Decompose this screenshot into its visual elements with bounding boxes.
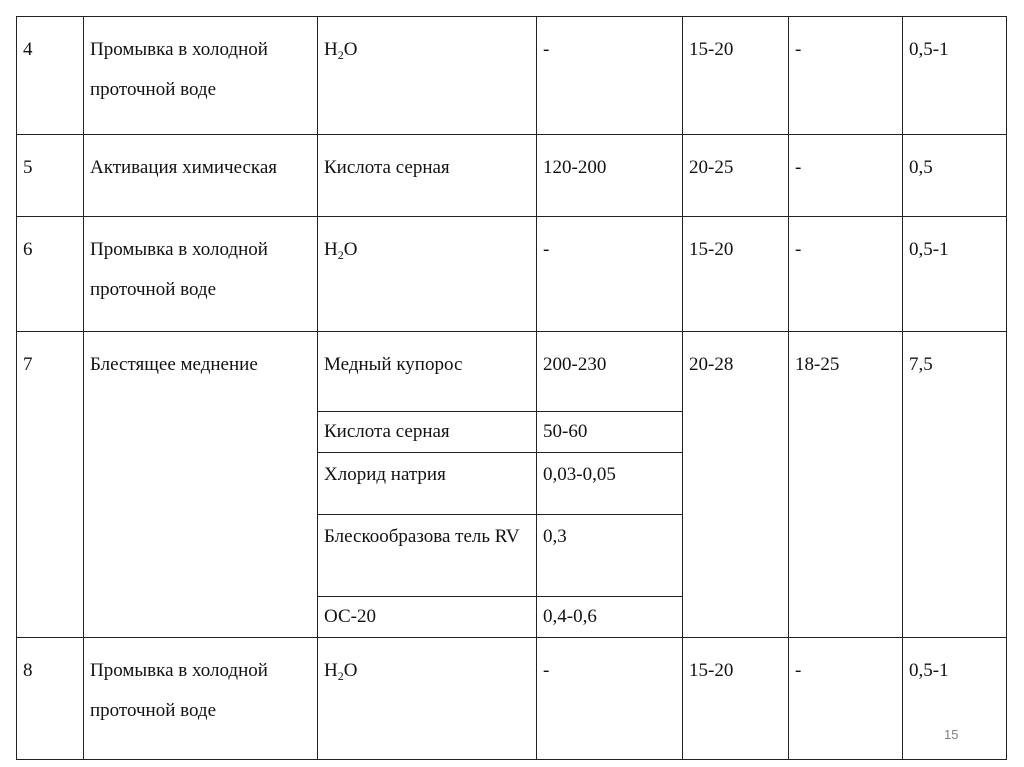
concentration-cell: 200-230 — [537, 332, 683, 412]
component-cell: Хлорид натрия — [318, 453, 537, 515]
concentration-cell: - — [537, 638, 683, 760]
step-number-cell: 6 — [17, 217, 84, 332]
component-cell: Кислота серная — [318, 412, 537, 453]
operation-cell: Промывка в холодной проточной воде — [84, 17, 318, 135]
time-cell: 0,5-1 — [903, 217, 1007, 332]
component-cell: Медный купорос — [318, 332, 537, 412]
concentration-cell: 0,03-0,05 — [537, 453, 683, 515]
component-cell: $H_2O$ — [318, 217, 537, 332]
concentration-cell: - — [537, 17, 683, 135]
concentration-cell: 120-200 — [537, 135, 683, 217]
concentration-cell: 0,3 — [537, 515, 683, 597]
table-row — [17, 217, 1007, 332]
time-cell: 0,5-1 — [903, 17, 1007, 135]
component-cell: Кислота серная — [318, 135, 537, 217]
page-number: 15 — [944, 727, 959, 742]
component-cell: $H_2O$ — [318, 17, 537, 135]
time-cell: 7,5 — [903, 332, 1007, 638]
temperature-cell: 15-20 — [683, 17, 789, 135]
temperature-cell: 20-28 — [683, 332, 789, 638]
current-density-cell: - — [789, 17, 903, 135]
concentration-cell: 0,4-0,6 — [537, 597, 683, 638]
temperature-cell: 20-25 — [683, 135, 789, 217]
component-cell: $H_2O$ — [318, 638, 537, 760]
time-cell: 0,5-1 — [903, 638, 1007, 760]
operation-cell: Промывка в холодной проточной воде — [84, 217, 318, 332]
component-cell: ОС-20 — [318, 597, 537, 638]
time-cell: 0,5 — [903, 135, 1007, 217]
operation-cell: Промывка в холодной проточной воде — [84, 638, 318, 760]
operation-cell: Активация химическая — [84, 135, 318, 217]
temperature-cell: 15-20 — [683, 638, 789, 760]
concentration-cell: - — [537, 217, 683, 332]
component-cell: Блескообразова тель RV — [318, 515, 537, 597]
table-row — [17, 332, 1007, 412]
step-number-cell: 7 — [17, 332, 84, 638]
step-number-cell: 5 — [17, 135, 84, 217]
step-number-cell: 4 — [17, 17, 84, 135]
operation-cell: Блестящее меднение — [84, 332, 318, 638]
current-density-cell: - — [789, 135, 903, 217]
table-row — [17, 638, 1007, 760]
current-density-cell: - — [789, 217, 903, 332]
process-table — [16, 16, 1007, 760]
current-density-cell: - — [789, 638, 903, 760]
table-row — [17, 17, 1007, 135]
step-number-cell: 8 — [17, 638, 84, 760]
temperature-cell: 15-20 — [683, 217, 789, 332]
concentration-cell: 50-60 — [537, 412, 683, 453]
current-density-cell: 18-25 — [789, 332, 903, 638]
table-row — [17, 135, 1007, 217]
